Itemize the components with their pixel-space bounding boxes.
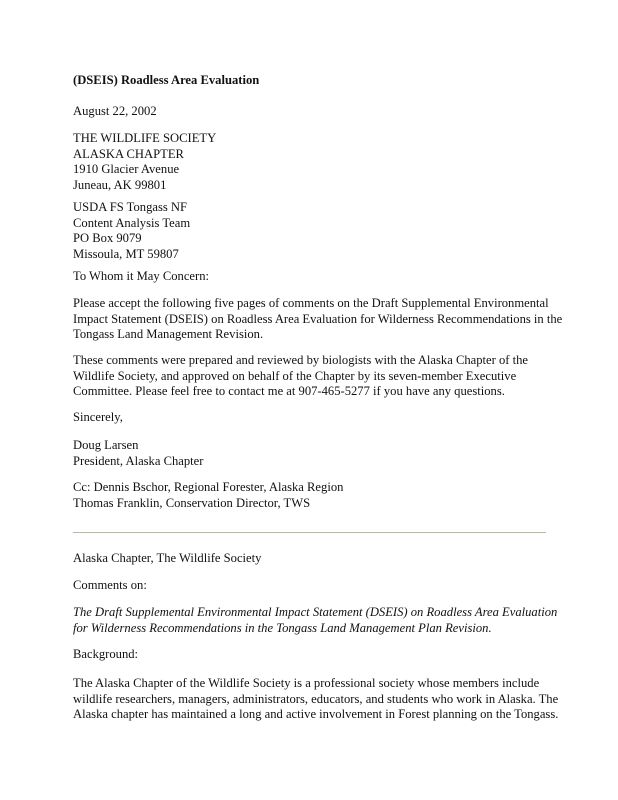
recipient-address <box>73 200 553 263</box>
comments-subject <box>73 605 558 636</box>
salutation-line: To Whom it May Concern: <box>73 269 209 283</box>
section-divider <box>73 532 546 533</box>
paragraph-line: Alaska chapter has maintained a long and active involvement in Forest planning on the Tongass. <box>73 707 559 722</box>
paragraph-line: The Alaska Chapter of the Wildlife Society is a professional society whose members include <box>73 676 540 690</box>
comments-on-line: Comments on: <box>73 578 147 592</box>
sender-address <box>73 131 553 194</box>
address-line: Content Analysis Team <box>73 215 191 230</box>
paragraph-line: Impact Statement (DSEIS) on Roadless Area Evaluation for Wilderness Recommendations in the <box>73 311 563 326</box>
org-line: Alaska Chapter, The Wildlife Society <box>73 551 262 565</box>
signer-name: Doug Larsen <box>73 438 139 452</box>
paragraph-line: Please accept the following five pages of comments on the Draft Supplemental Environmental <box>73 296 549 310</box>
subject-line: for Wilderness Recommendations in the Tongass Land Management Plan Revision. <box>73 620 492 635</box>
address-line: Missoula, MT 59807 <box>73 247 179 262</box>
subject-line: The Draft Supplemental Environmental Impact Statement (DSEIS) on Roadless Area Evaluation <box>73 605 558 619</box>
background-heading <box>73 647 553 663</box>
closing <box>73 410 553 426</box>
address-line: PO Box 9079 <box>73 231 142 246</box>
address-line: THE WILDLIFE SOCIETY <box>73 131 217 145</box>
background-paragraph <box>73 676 559 723</box>
paragraph-line: Committee. Please feel free to contact me at 907-465-5277 if you have any questions. <box>73 384 505 399</box>
body-paragraph-1 <box>73 296 563 343</box>
address-line: Juneau, AK 99801 <box>73 178 167 193</box>
comments-on-label <box>73 578 553 594</box>
body-paragraph-2 <box>73 353 553 400</box>
address-line: 1910 Glacier Avenue <box>73 162 180 177</box>
comments-org <box>73 551 553 567</box>
signature-block <box>73 438 553 469</box>
cc-block <box>73 480 553 511</box>
address-line: USDA FS Tongass NF <box>73 200 188 214</box>
letter-date <box>73 104 553 120</box>
paragraph-line: These comments were prepared and reviewed by biologists with the Alaska Chapter of the <box>73 353 528 367</box>
address-line: ALASKA CHAPTER <box>73 146 184 161</box>
cc-line: Cc: Dennis Bschor, Regional Forester, Alaska Region <box>73 480 344 494</box>
closing-line: Sincerely, <box>73 410 123 424</box>
salutation <box>73 269 553 285</box>
signer-title: President, Alaska Chapter <box>73 453 204 468</box>
title-line: (DSEIS) Roadless Area Evaluation <box>73 73 260 87</box>
paragraph-line: Wildlife Society, and approved on behalf of the Chapter by its seven-member Executive <box>73 368 517 383</box>
paragraph-line: Tongass Land Management Revision. <box>73 327 264 342</box>
cc-line: Thomas Franklin, Conservation Director, TWS <box>73 495 311 510</box>
paragraph-line: wildlife researchers, managers, administrators, educators, and students who work in Alaska. The <box>73 691 559 706</box>
heading-line: Background: <box>73 647 139 661</box>
document-title <box>73 73 553 89</box>
date-line: August 22, 2002 <box>73 104 157 118</box>
